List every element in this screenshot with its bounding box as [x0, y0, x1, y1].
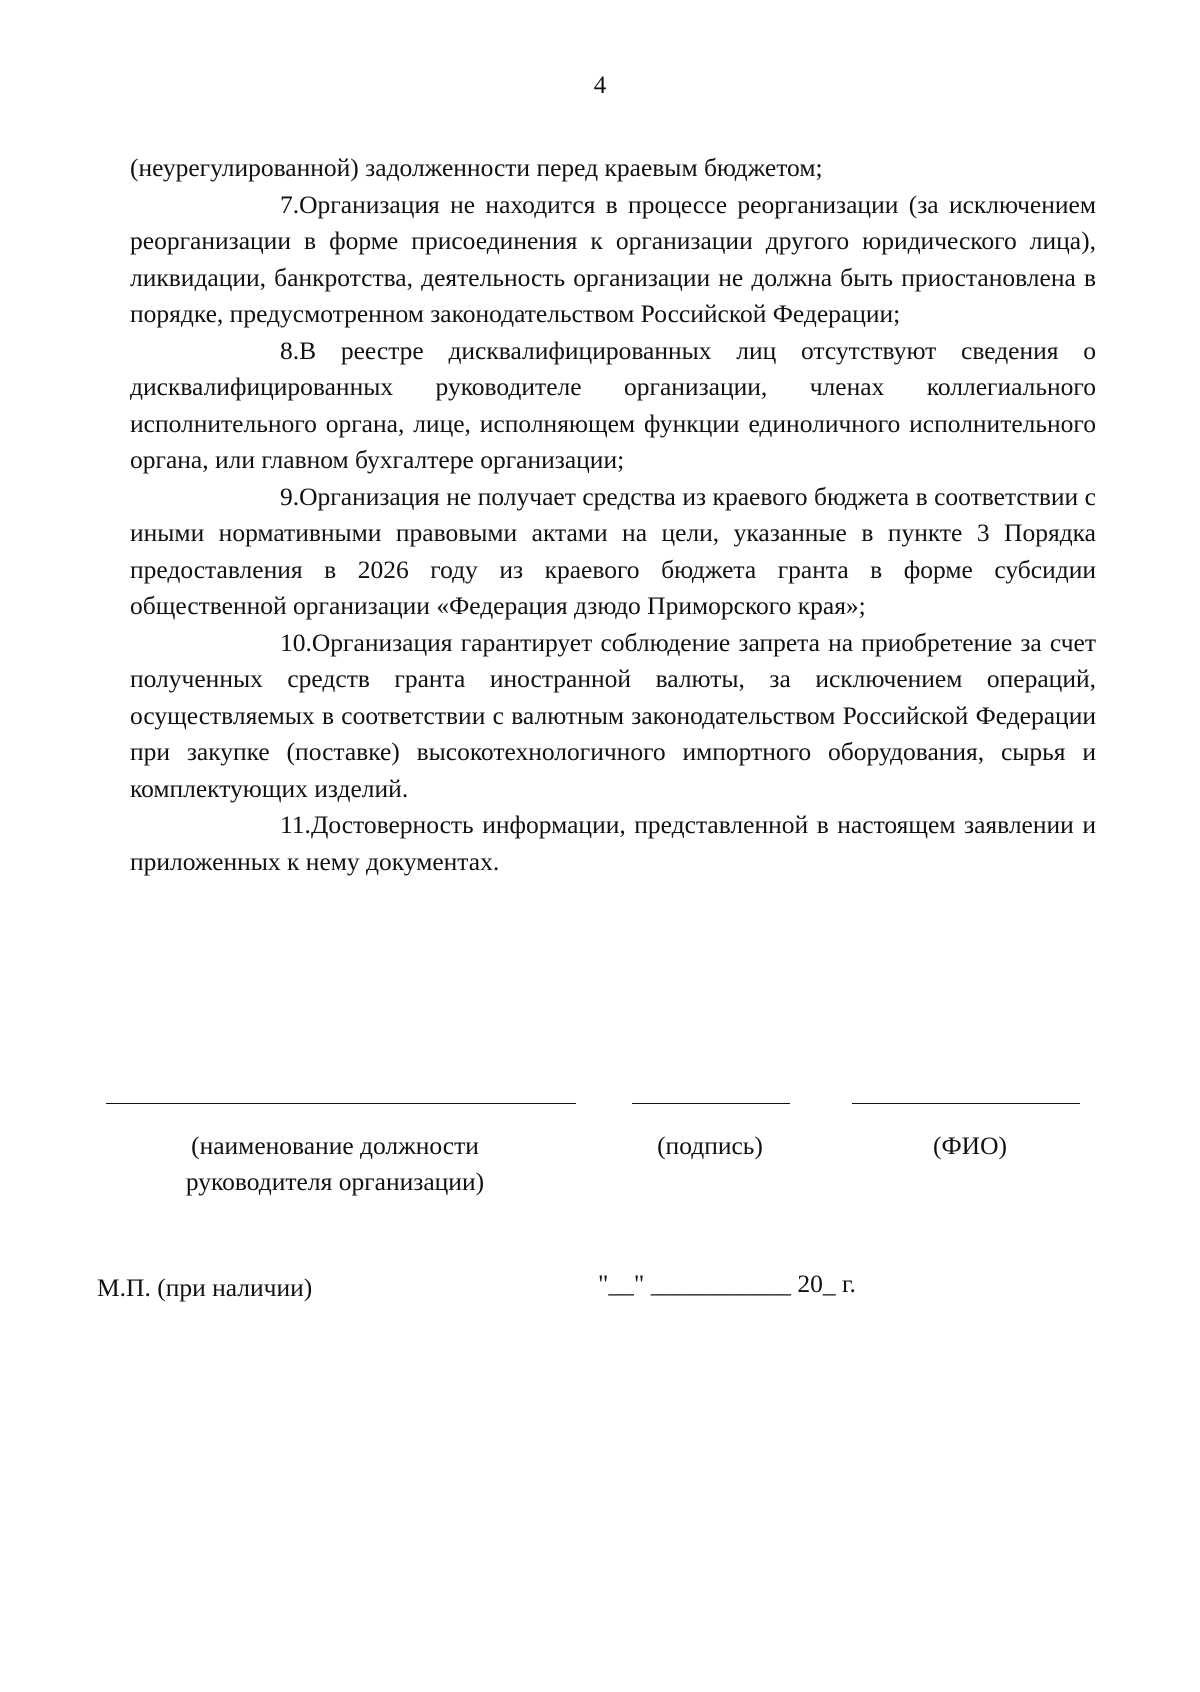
item-text: Достоверность информации, представленной в настоящем заявлении и приложенных к нему документах. [130, 810, 1096, 876]
signature-caption: (подпись) [657, 1131, 763, 1160]
item-number: 9. [280, 481, 300, 511]
position-caption-line2: руководителя организации) [185, 1167, 485, 1196]
position-caption-line1: (наименование должности [191, 1131, 479, 1160]
name-caption: (ФИО) [933, 1131, 1007, 1160]
item-text: Организация не находится в процессе реорганизации (за исключением реорганизации в форме присоединения к организации другого юридического лица), ликвидации, банкротства, деятельность организации не должна быть приостановлена в порядке, предусмотренном законодательством Российской Федерации; [130, 189, 1096, 328]
list-item-9 [130, 479, 1096, 625]
item-number: 10. [280, 627, 312, 657]
item-text: Организация гарантирует соблюдение запрета на приобретение за счет полученных средств гранта иностранной валюты, за исключением операций, осуществляемых в соответствии с валютным законодательством Российской Федерации при закупке (поставке) высокотехнологичного импортного оборудования, сырья и комплектующих изделий. [130, 627, 1096, 803]
name-signature-line [852, 1103, 1080, 1104]
item-number: 7. [280, 189, 300, 219]
list-item-11 [130, 807, 1096, 880]
position-caption [150, 1128, 520, 1200]
item-number: 8. [280, 335, 300, 365]
stamp-label: М.П. (при наличии) [97, 1273, 313, 1302]
page-number: 4 [593, 72, 607, 99]
intro-line: (неурегулированной) задолженности перед краевым бюджетом; [130, 153, 823, 182]
date-field: "__" ___________ 20_ г. [598, 1269, 856, 1298]
item-number: 11. [280, 810, 311, 839]
item-text: Организация не получает средства из краевого бюджета в соответствии с иными нормативными правовыми актами на цели, указанные в пункте 3 Порядка предоставления в 2026 году из краевого бюджета гранта в форме субсидии общественной организации «Федерация дзюдо Приморского края»; [130, 481, 1096, 620]
signature-line [632, 1103, 790, 1104]
item-text: В реестре дисквалифицированных лиц отсутствуют сведения о дисквалифицированных руководителе организации, членах коллегиального исполнительного органа, лице, исполняющем функции единоличного исполнительного органа, или главном бухгалтере организации; [130, 335, 1096, 474]
document-body [130, 150, 1096, 880]
list-item-8 [130, 333, 1096, 479]
list-item-10 [130, 625, 1096, 808]
position-signature-line [106, 1103, 576, 1104]
list-item-7 [130, 187, 1096, 333]
